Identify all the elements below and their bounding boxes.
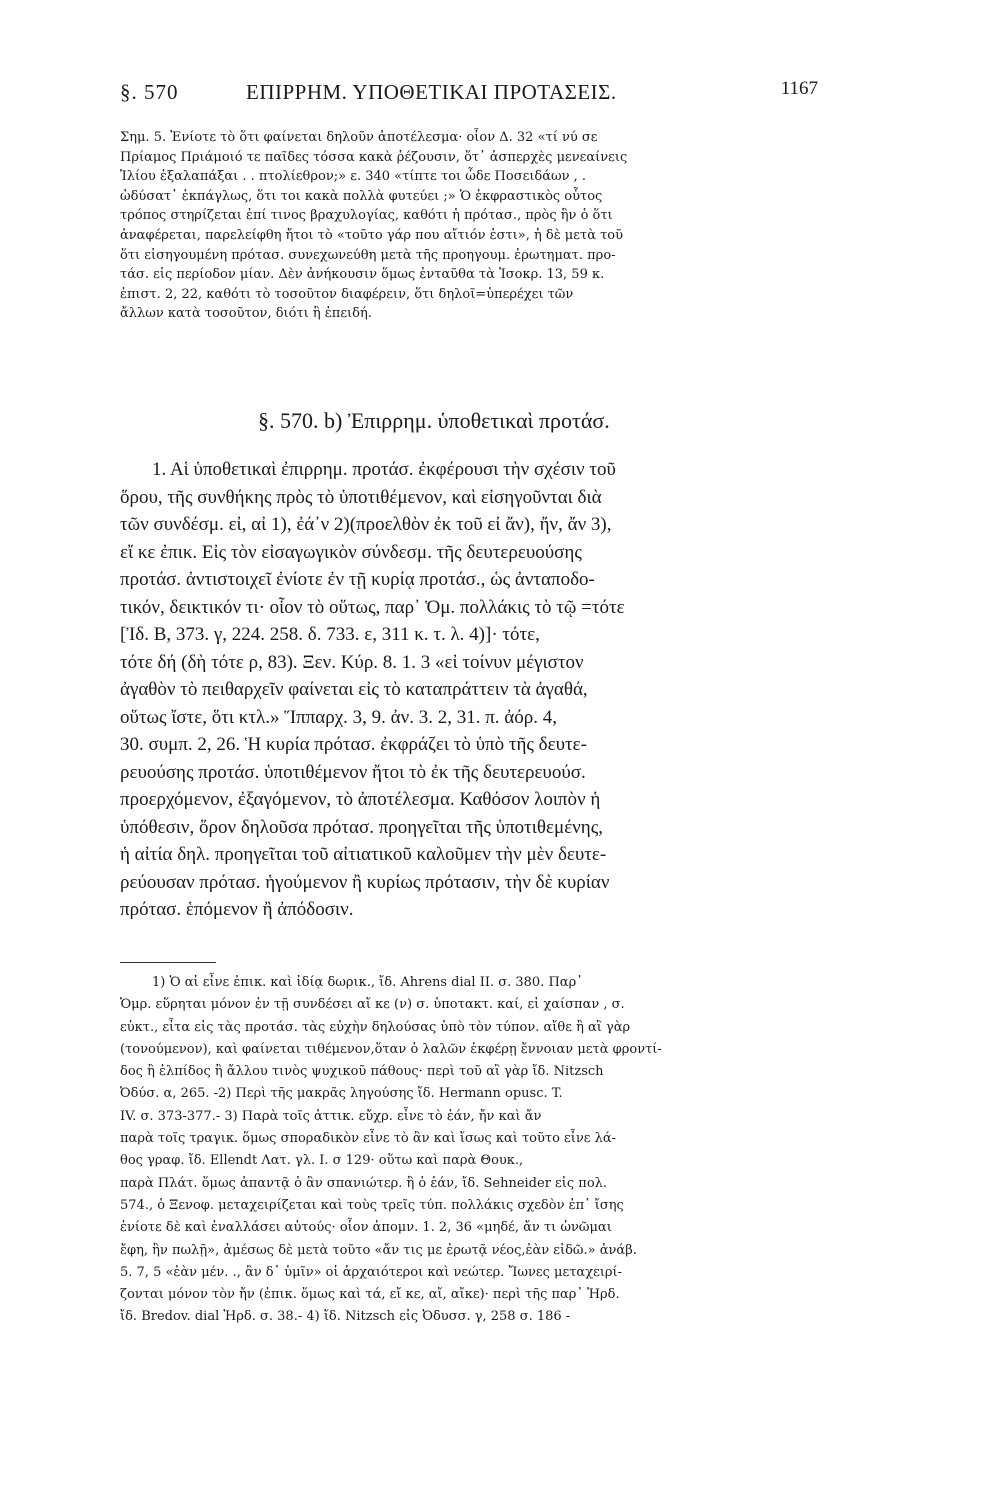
main-line: προερχόμενον, ἐξαγόμενον, τὸ ἀποτέλεσμα. Καθόσον λοιπὸν ἡ <box>120 789 601 810</box>
note-line: ἄλλων κατὰ τοσοῦτον, διότι ἢ ἐπειδή. <box>120 306 372 322</box>
footnote-line: 1) Ὁ αἱ εἶνε ἐπικ. καὶ ἰδίᾳ δωρικ., ἴδ. Ahrens dial II. σ. 380. Παρ᾽ <box>152 975 583 990</box>
main-paragraph <box>120 456 820 924</box>
footnote-line: Ὀδύσ. α, 265. -2) Περὶ τῆς μακρᾶς ληγούσης ἴδ. Hermann opusc. T. <box>120 1086 563 1102</box>
main-line: ρευούσης προτάσ. ὑποτιθέμενον ἤτοι τὸ ἐκ τῆς δευτερευούσ. <box>120 761 586 783</box>
main-line: πρότασ. ἑπόμενον ἢ ἀπόδοσιν. <box>120 899 354 920</box>
footnote-line: Ὁμρ. εὕρηται μόνον ἐν τῇ συνδέσει αἴ κε (ν) σ. ὑποτακτ. καί, εἰ χαίσπαν , σ. <box>120 997 625 1013</box>
main-line: ἡ αἰτία δηλ. προηγεῖται τοῦ αἰτιατικοῦ καλοῦμεν τὴν μὲν δευτε- <box>120 844 607 865</box>
running-head <box>120 80 820 114</box>
footnotes <box>120 972 820 1329</box>
book-page <box>120 0 820 1500</box>
footnote-line: IV. σ. 373-377.- 3) Παρὰ τοῖς ἀττικ. εὔχρ. εἶνε τὸ ἐάν, ἤν καὶ ἄν <box>120 1108 542 1124</box>
running-head-section: §. 570 <box>120 80 179 104</box>
note-line: τρόπος στηρίζεται ἐπί τινος βραχυλογίας, καθότι ἡ πρότασ., πρὸς ἣν ὁ ὅτι <box>120 208 613 224</box>
note-line: Πρίαμος Πριάμοιό τε παῖδες τόσσα κακὰ ῥέζουσιν, ὅτ᾽ ἀσπερχὲς μενεαίνεις <box>120 149 628 165</box>
note-line: ἀναφέρεται, παρελείφθη ἤτοι τὸ «τοῦτο γάρ που αἴτιόν ἐστι», ἡ δὲ μετὰ τοῦ <box>120 227 624 243</box>
main-line: προτάσ. ἀντιστοιχεῖ ἐνίοτε ἐν τῇ κυρίᾳ προτάσ., ὡς ἀνταποδο- <box>120 569 595 590</box>
note-line: τάσ. εἰς περίοδον μίαν. Δὲν ἀνήκουσιν ὅμως ἐνταῦθα τὰ Ἰσοκρ. 13, 59 κ. <box>120 267 605 283</box>
footnote-line: (τονούμενον), καὶ φαίνεται τιθέμενον,ὅταν ὁ λαλῶν ἐκφέρῃ ἔννοιαν μετὰ φροντί- <box>120 1041 662 1057</box>
main-line: τικόν, δεικτικόν τι· οἷον τὸ οὕτως, παρ᾽ Ὁμ. πολλάκις τὸ τῷ =τότε <box>120 596 625 618</box>
footnote-line: 574., ὁ Ξενοφ. μεταχειρίζεται καὶ τοὺς τρεῖς τύπ. πολλάκις σχεδὸν ἐπ᾽ ἴσης <box>120 1197 624 1213</box>
footnote-line: παρὰ Πλάτ. ὅμως ἀπαντᾷ ὁ ἂν σπανιώτερ. ἢ ὁ ἐάν, ἴδ. Sehneider εἰς πολ. <box>120 1175 608 1191</box>
footnote-line: δος ἢ ἐλπίδος ἢ ἄλλου τινὸς ψυχικοῦ πάθους· περὶ τοῦ αἲ γὰρ ἴδ. Nitzsch <box>120 1064 604 1080</box>
note-line: ἐπιστ. 2, 22, καθότι τὸ τοσοῦτον διαφέρειν, ὅτι δηλοῖ=ὑπερέχει τῶν <box>120 286 574 302</box>
footnote-line: εὐκτ., εἶτα εἰς τὰς προτάσ. τὰς εὐχὴν δηλούσας ὑπὸ τὸν τύπον. αἴθε ἢ αἲ γὰρ <box>120 1019 631 1035</box>
footnote-line: 5. 7, 5 «ἐὰν μέν. ., ἂν δ᾽ ὑμῖν» οἱ ἀρχαιότεροι καὶ νεώτερ. Ἴωνες μεταχειρί- <box>120 1264 623 1280</box>
main-line: 30. συμπ. 2, 26. Ἡ κυρία πρότασ. ἐκφράζει τὸ ὑπὸ τῆς δευτε- <box>120 734 587 755</box>
footnote-line: ἐνίοτε δὲ καὶ ἐναλλάσει αὐτούς· οἷον ἀπομν. 1. 2, 36 «μηδέ, ἄν τι ὠνῶμαι <box>120 1220 612 1236</box>
section-heading: §. 570. b) Ἐπιρρημ. ὑποθετικαὶ προτάσ. <box>258 408 610 433</box>
note-line: Σημ. 5. Ἐνίοτε τὸ ὅτι φαίνεται δηλοῦν ἀποτέλεσμα· οἷον Δ. 32 «τί νύ σε <box>120 130 598 145</box>
main-line: ὑπόθεσιν, ὅρον δηλοῦσα πρότασ. προηγεῖται τῆς ὑποτιθεμένης, <box>120 816 603 838</box>
footnote-line: θος γραφ. ἴδ. Ellendt Λατ. γλ. I. σ 129· οὕτω καὶ παρὰ Θουκ., <box>120 1153 524 1169</box>
running-head-title: ΕΠΙΡΡΗΜ. ΥΠΟΘΕΤΙΚΑΙ ΠΡΟΤΑΣΕΙΣ. <box>246 80 617 104</box>
main-line: 1. Αἱ ὑποθετικαὶ ἐπιρρημ. προτάσ. ἐκφέρουσι τὴν σχέσιν τοῦ <box>152 459 616 480</box>
note-line: ὠδύσατ᾽ ἐκπάγλως, ὅτι τοι κακὰ πολλὰ φυτεύει ;» Ὁ ἐκφραστικὸς οὗτος <box>120 188 603 204</box>
footnote-line: ἔφη, ἢν πωλῇ», ἀμέσως δὲ μετὰ τοῦτο «ἄν τις με ἐρωτᾷ νέος,ἐὰν εἰδῶ.» ἀνάβ. <box>120 1242 637 1258</box>
footnote-line: παρὰ τοῖς τραγικ. ὅμως σποραδικὸν εἶνε τὸ ἂν καὶ ἴσως καὶ τοῦτο εἶνε λά- <box>120 1131 617 1147</box>
note-line: ὅτι εἰσηγουμένη πρότασ. συνεχωνεύθη μετὰ τῆς προηγουμ. ἐρωτηματ. προ- <box>120 247 616 263</box>
note-line: Ἰλίου ἐξαλαπάξαι . . πτολίεθρον;» ε. 340 «τίπτε τοι ὧδε Ποσειδάων , . <box>120 169 587 185</box>
footnote-line: ἴδ. Bredov. dial Ἡρδ. σ. 38.- 4) ἴδ. Nitzsch εἰς Ὀδυσσ. γ, 258 σ. 186 - <box>120 1309 571 1325</box>
footnote-divider <box>120 962 216 963</box>
main-line: τῶν συνδέσμ. εἰ, αἰ 1), ἐά᾽ν 2)(προελθὸν ἐκ τοῦ εἰ ἄν), ἤν, ἄν 3), <box>120 514 612 535</box>
main-line: οὕτως ἴστε, ὅτι κτλ.» Ἵππαρχ. 3, 9. ἀν. 3. 2, 31. π. ἀόρ. 4, <box>120 706 557 728</box>
main-line: ρεύουσαν πρότασ. ἡγούμενον ἢ κυρίως πρότασιν, τὴν δὲ κυρίαν <box>120 871 610 893</box>
footnote-line: ζονται μόνον τὸν ἤν (ἐπικ. ὅμως καὶ τά, εἴ κε, αἴ, αἴκε)· περὶ τῆς παρ᾽ Ἡρδ. <box>120 1287 620 1303</box>
main-line: εἴ κε ἐπικ. Εἰς τὸν εἰσαγωγικὸν σύνδεσμ. τῆς δευτερευούσης <box>120 541 582 563</box>
remark-note <box>120 128 820 324</box>
main-line: τότε δή (δὴ τότε ρ, 83). Ξεν. Κύρ. 8. 1. 3 «εἰ τοίνυν μέγιστον <box>120 651 584 673</box>
page-number: 1167 <box>780 78 818 99</box>
main-line: ὅρου, τῆς συνθήκης πρὸς τὸ ὑποτιθέμενον, καὶ εἰσηγοῦνται διὰ <box>120 486 602 508</box>
main-line: ἀγαθὸν τὸ πειθαρχεῖν φαίνεται εἰς τὸ καταπράττειν τὰ ἀγαθά, <box>120 679 588 700</box>
main-line: [Ἰδ. Β, 373. γ, 224. 258. δ. 733. ε, 311 κ. τ. λ. 4)]· τότε, <box>120 624 540 645</box>
